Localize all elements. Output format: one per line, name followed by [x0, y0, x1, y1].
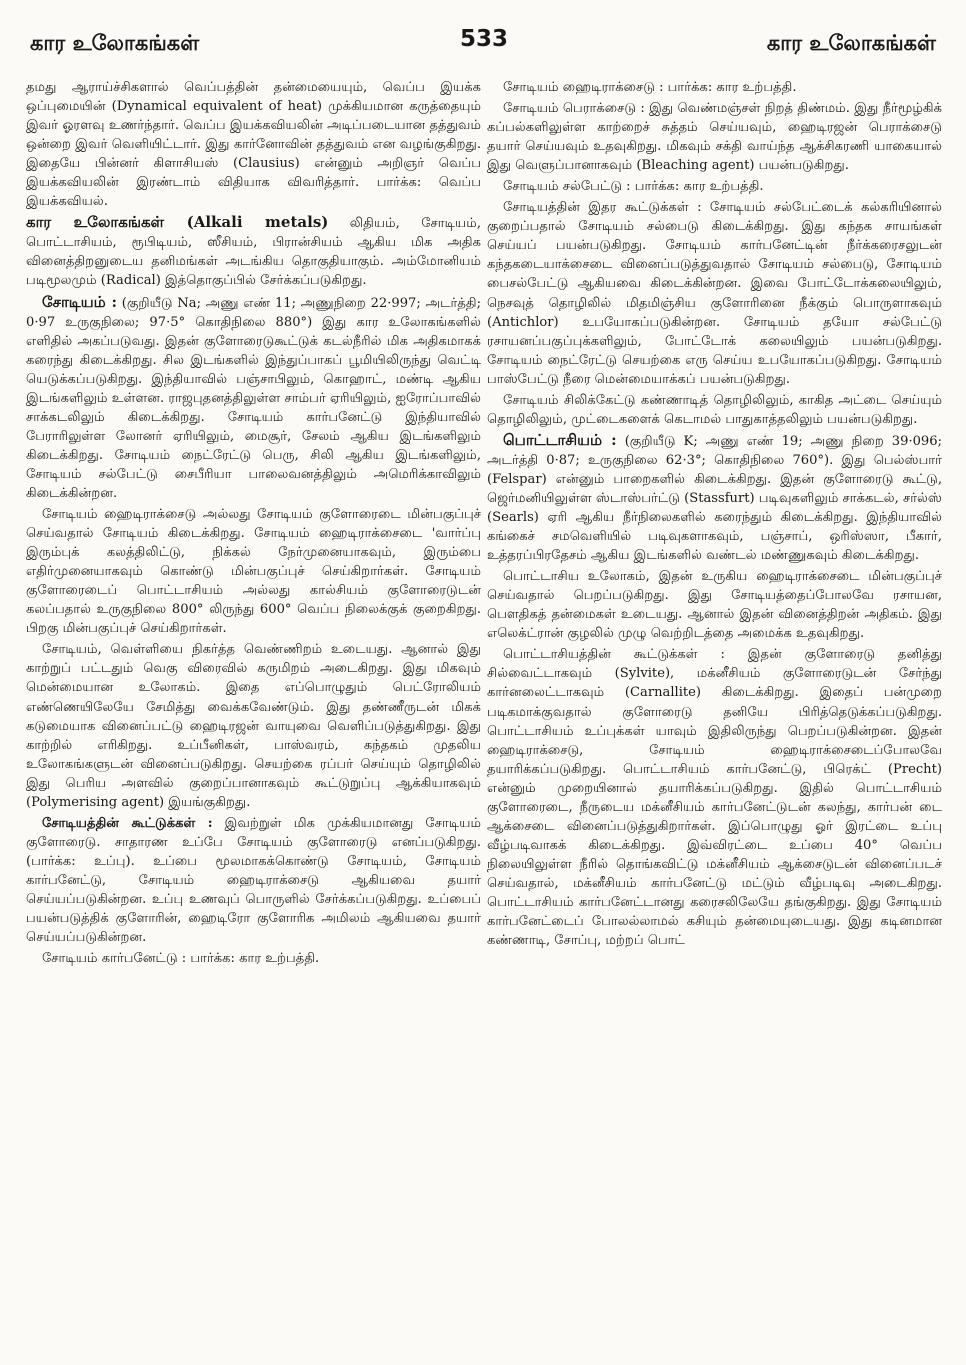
paragraph: சோடியம் சிலிக்கேட்டு கண்ணாடித் தொழிலிலும், காகித அட்டை செய்யும் தொழிலிலும், முட்டைகளைக் கெடாமல் பாதுகாத்தலிலும் பயன்படுகிறது.	[487, 392, 942, 427]
right-column	[487, 78, 942, 970]
entry-alkali-metals	[26, 213, 481, 290]
section-potassium	[487, 431, 942, 565]
running-title-right: கார உலோகங்கள்	[766, 30, 936, 55]
entry-headword: கார உலோகங்கள் (Alkali metals)	[26, 213, 329, 232]
section-sodium-compounds	[26, 814, 481, 947]
paragraph: பொட்டாசிய உலோகம், இதன் உருகிய ஹைடிராக்சைடை மின்பகுப்புச் செய்வதால் பெறப்படுகிறது. இது சோடியத்தைப்போலவே ரசாயன, பௌதிகத் தன்மைகள் உடையது. ஆனால் இதன் வினைத்திறன் அதிகம். இது எலெக்ட்ரான் குழலில் முழு வெற்றிடத்தை அமைக்க உதவுகிறது.	[487, 569, 942, 642]
paragraph: சோடியம் கார்பனேட்டு : பார்க்க: கார உற்பத்தி.	[42, 951, 320, 967]
text-columns	[26, 78, 942, 970]
left-column	[26, 78, 481, 970]
section-heading: பொட்டாசியம் :	[503, 430, 617, 449]
section-heading: சோடியத்தின் கூட்டுக்கள் :	[42, 815, 213, 831]
paragraph: பொட்டாசியத்தின் கூட்டுக்கள் : இதன் குளோரைடு தனித்து சில்வைட்டாகவும் (Sylvite), மக்னீசியம் குளோரைடுடன் சேர்ந்து கார்னலைட்டாகவும் (Carnallite) கிடைக்கிறது. இதைப் பன்முறை படிகமாக்குவதால் குளோரைடு தனியே பிரித்தெடுக்கப்படுகிறது. பொட்டாசியம் உப்புக்கள் யாவும் இதிலிருந்து பெறப்படுகின்றன. இதன் ஹைடிராக்சைடு, சோடியம் ஹைடிராக்சைடைப்போலவே தயாரிக்கப்படுகிறது. பொட்டாசியம் கார்பனேட்டு, பிரெக்ட் (Precht) என்னும் முறையினால் தயாரிக்கப்படுகிறது. இதில் பொட்டாசியம் குளோரைடை, நீருடைய மக்னீசியம் கார்பனேட்டுடன் கலந்து, கார்பன் டை ஆக்சைடை வினைப்படுத்துகிறார்கள். இப்பொழுது ஓர் இரட்டை உப்பு வீழ்படிவாகக் கிடைக்கிறது. இவ்விரட்டை உப்பை 40° வெப்ப நிலையிலுள்ள நீரில் தொங்கவிட்டு மக்னீசியம் ஆக்சைடுடன் வினைப்படச் செய்வதால், மக்னீசியம் கார்பனேட்டு மட்டும் வீழ்படிவு அடைகிறது. பொட்டாசியம் கார்பனேட்டானது கரைசலிலேயே தங்குகிறது. இது சோடியம் கார்பனேட்டைப் போலல்லாமல் கசியும் தன்மையுடையது. இது கடினமான கண்ணாடி, சோப்பு, மற்றப் பொட்	[487, 647, 942, 949]
paragraph: சோடியம் சல்பேட்டு : பார்க்க: கார உற்பத்தி.	[503, 179, 764, 195]
running-title-left: கார உலோகங்கள்	[30, 30, 200, 55]
paragraph: தமது ஆராய்ச்சிகளால் வெப்பத்தின் தன்மையையும், வெப்ப இயக்க ஒப்புமையின் (Dynamical equivalent of heat) முக்கியமான கருத்தையும் இவர் ஓரளவு உணர்ந்தார். வெப்ப இயக்கவியலின் அடிப்படையான தத்துவம் ஒன்றை இவர் வெளியிட்டார். இது கார்னோவின் தத்துவம் என வழங்குகிறது. இதையே பின்னர் கிளாசியஸ் (Clausius) என்னும் அறிஞர் வெப்ப இயக்கவியலின் இரண்டாம் விதியாக விவரித்தார். பார்க்க: வெப்ப இயக்கவியல்.	[26, 80, 481, 210]
section-text: (குறியீடு Na; அணு எண் 11; அணுநிறை 22·997; அடர்த்தி; 0·97 உருகுநிலை; 97·5° கொதிநிலை 880°) இது கார உலோகங்களில் எளிதில் அகப்படுவது. இதன் குளோரைடுகூட்டுக் கடல்நீரில் மிக அதிகமாகக் கரைந்து கிடைக்கிறது. சில இடங்களில் இந்துப்பாகப் பூமியிலிருந்து வெட்டி யெடுக்கப்படுகிறது. இந்தியாவில் பஞ்சாபிலும், கொஹாட், மண்டி ஆகிய இடங்களிலும் உள்ளன. ராஜபுதனத்திலுள்ள சாம்பர் ஏரியிலும், ஐரோப்பாவில் சாக்கடலிலும் கிடைக்கிறது. சோடியம் கார்பனேட்டு இந்தியாவில் பேராரிலுள்ள லோனர் ஏரியிலும், மைசூர், சேலம் ஆகிய இடங்களிலும் கிடைக்கிறது. சோடியம் நைட்ரேட்டு பெரு, சிலி ஆகிய இடங்களிலும், சோடியம் சல்பேட்டு சைபீரியா பாலைவனத்திலும் அமெரிக்காவிலும் கிடைக்கின்றன.	[26, 295, 482, 501]
paragraph: சோடியம் ஹைடிராக்சைடு அல்லது சோடியம் குளோரைடை மின்பகுப்புச் செய்வதால் சோடியம் கிடைக்கிறது. சோடியம் ஹைடிராக்சைடை 'வார்ப்பு இரும்புக் கலத்திலிட்டு, நிக்கல் நேர்முனையாகவும், இரும்பை எதிர்முனையாகவும் கொண்டு மின்பகுப்புச் செய்கிறார்கள். சோடியம் குளோரைடைப் பொட்டாசியம் அல்லது கால்சியம் குளோரைடுடன் கலப்பதால் உருகுநிலை 800° லிருந்து 600° வெப்ப நிலைக்குக் குறைகிறது. பிறகு மின்பகுப்புச் செய்கிறார்கள்.	[26, 507, 481, 637]
page-number: 533	[459, 26, 508, 52]
section-sodium	[26, 293, 481, 504]
page-header	[26, 22, 942, 64]
entry-text: லிதியம், சோடியம், பொட்டாசியம், ரூபிடியம், ஸீசியம், பிரான்சியம் ஆகிய மிக அதிக வினைத்திறனுடைய தனிமங்கள் அடங்கிய தொகுதியாகும். அம்மோனியம் படிமூலமும் (Radical) இத்தொகுப்பில் சேர்க்கப்படுகிறது.	[26, 216, 481, 289]
section-text: இவற்றுள் மிக முக்கியமானது சோடியம் குளோரைடு. சாதாரண உப்பே சோடியம் குளோரைடு எனப்படுகிறது. (பார்க்க: உப்பு). உப்பை மூலமாகக்கொண்டு சோடியம், சோடியம் கார்பனேட்டு, சோடியம் ஹைடிராக்சைடு ஆகியவை தயார் செய்யப்படுகின்றன. உப்பு உணவுப் பொருளில் சேர்க்கப்படுகிறது. உப்பைப் பயன்படுத்திக் குளோரின், ஹைடிரோ குளோரிக அமிலம் ஆகியவை தயார் செய்யப்படுகின்றன.	[26, 815, 481, 946]
paragraph: சோடியம் பெராக்சைடு : இது வெண்மஞ்சள் நிறத் திண்மம். இது நீர்மூழ்கிக் கப்பல்களிலுள்ள காற்றைச் சுத்தம் செய்யவும், ஹைடிரஜன் பெராக்சைடு தயார் செய்யவும் உதவுகிறது. மிகவும் சக்தி வாய்ந்த ஆக்சிகரணி யாகையால் இது வெளுப்பானாகவும் (Bleaching agent) பயன்படுகிறது.	[487, 101, 942, 174]
paragraph: சோடியத்தின் இதர கூட்டுக்கள் : சோடியம் சல்பேட்டைக் கல்கரியினால் குறைப்பதால் சோடியம் சல்பைடு கிடைக்கிறது. இது கந்தக சாயங்கள் செய்யப் பயன்படுகிறது. சோடியம் கார்பனேட்டின் நீர்க்கரைசலுடன் கந்தகடையாக்சைடை வினைப்படுத்துவதால் சோடியம் சல்பைடு, சோடியம் பைசல்பேட்டு ஆகியவை கிடைக்கின்றன. இவை போட்டோக்கலையிலும், நெசவுத் தொழிலில் மிதமிஞ்சிய குளோரினை நீக்கும் பொருளாகவும் (Antichlor) உபயோகப்படுகின்றன. சோடியம் தயோ சல்பேட்டு ரசாயனப்பகுப்புக்களிலும், போட்டோக் கலையிலும் பயன்படுகிறது. சோடியம் நைட்ரேட்டு செயற்கை எரு செய்ய உபயோகப்படுகிறது. சோடியம் பாஸ்பேட்டு நீரை மென்மையாக்கப் பயன்படுகிறது.	[487, 200, 942, 387]
paragraph: சோடியம் ஹைடிராக்சைடு : பார்க்க: கார உற்பத்தி.	[503, 80, 797, 95]
section-heading: சோடியம் :	[42, 292, 117, 311]
paragraph: சோடியம், வெள்ளியை நிகர்த்த வெண்ணிறம் உடையது. ஆனால் இது காற்றுப் பட்டதும் வெகு விரைவில் கருமிறம் அடைகிறது. இது மிகவும் மென்மையான உலோகம். இதை எப்பொழுதும் பெட்ரோலியம் எண்ணெயிலேயே சேமித்து வைக்கவேண்டும். இது தண்ணீருடன் மிகக் கடுமையாக வினைப்பட்டு ஹைடிரஜன் வாயுவை வெளிப்படுத்துகிறது. இது காற்றில் எரிகிறது. உப்பீனிகள், பாஸ்வரம், கந்தகம் முதலிய உலோகங்களுடன் வினைப்படுகிறது. செயற்கை ரப்பர் செய்யும் தொழிலில் இது பெரிய அளவில் குறைப்பானாகவும் கூட்டுறுப்பு ஆக்கியாகவும் (Polymerising agent) இயங்குகிறது.	[26, 642, 481, 810]
section-text: (குறியீடு K; அணு எண் 19; அணு நிறை 39·096; அடர்த்தி 0·87; உருகுநிலை 62·3°; கொதிநிலை 760°). இது பெல்ஸ்பார் (Felspar) என்னும் பாறைகளில் கிடைக்கிறது. இதன் குளோரைடு கூட்டு, ஜெர்மனியிலுள்ள ஸ்டாஸ்பர்ட்டு (Stassfurt) படிவுகளிலும் சாக்கடல், சர்ல்ஸ் (Searls) ஏரி ஆகிய நீர்நிலைகளில் கரைந்தும் கிடைக்கிறது. இந்தியாவில் கங்கைச் சமவெளியில் படிவுகளாகவும், பஞ்சாப், ஒரிஸ்ஸா, பீகார், உத்தரப்பிரதேசம் ஆகிய இடங்களில் வண்டல் மண்ணுகவும் கிடைக்கிறது.	[487, 433, 943, 564]
